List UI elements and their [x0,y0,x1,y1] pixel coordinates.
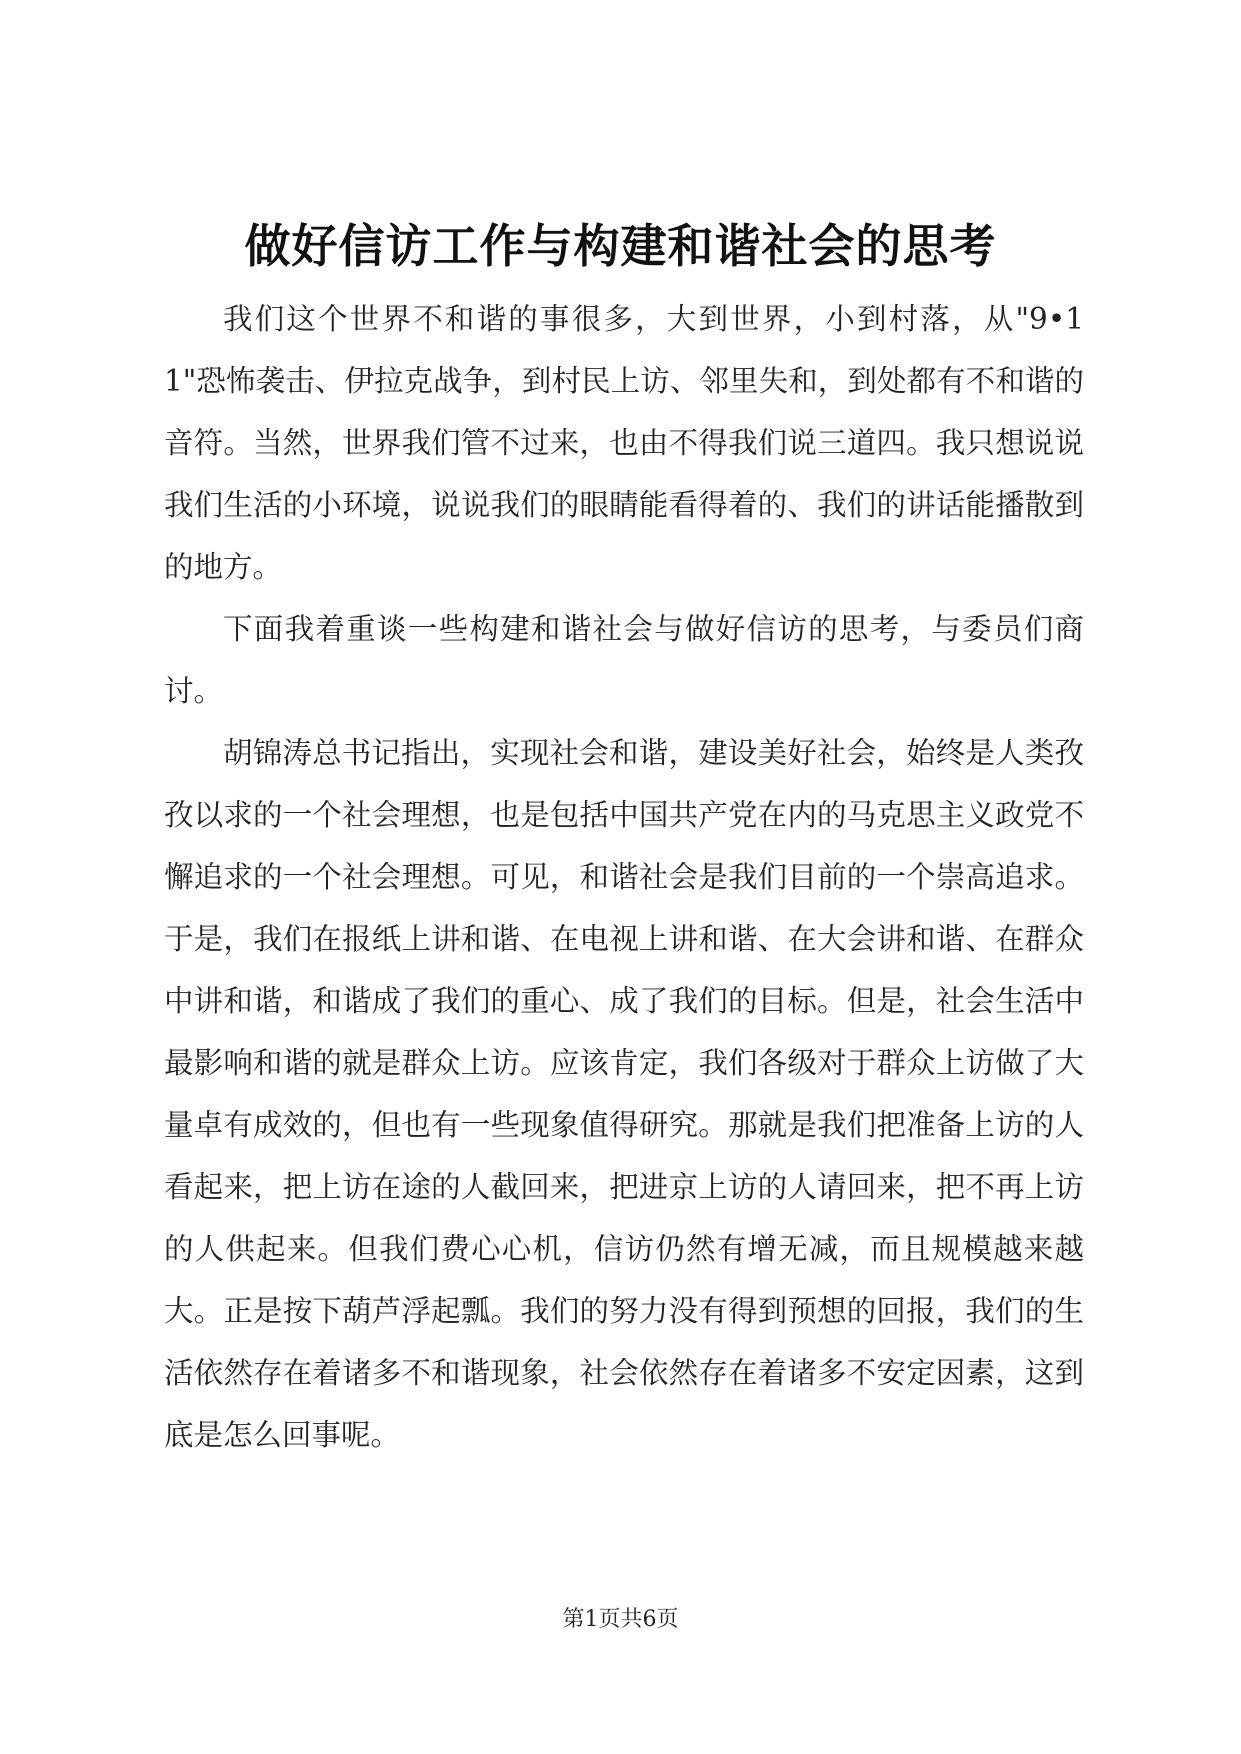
page-footer [0,1605,1241,1635]
document-body [164,288,1084,1466]
page-total: 共6页 [620,1607,679,1632]
document-title: 做好信访工作与构建和谐社会的思考 [244,219,997,273]
paragraph: 胡锦涛总书记指出，实现社会和谐，建设美好社会，始终是人类孜孜以求的一个社会理想，也是包括中国共产党在内的马克思主义政党不懈追求的一个社会理想。可见，和谐社会是我们目前的一个崇高追求。于是，我们在报纸上讲和谐、在电视上讲和谐、在大会讲和谐、在群众中讲和谐，和谐成了我们的重心、成了我们的目标。但是，社会生活中最影响和谐的就是群众上访。应该肯定，我们各级对于群众上访做了大量卓有成效的，但也有一些现象值得研究。那就是我们把准备上访的人看起来，把上访在途的人截回来，把进京上访的人请回来，把不再上访的人供起来。但我们费心心机，信访仍然有增无减，而且规模越来越大。正是按下葫芦浮起瓢。我们的努力没有得到预想的回报，我们的生活依然存在着诸多不和谐现象，社会依然存在着诸多不安定因素，这到底是怎么回事呢。 [164,736,1084,1452]
paragraph: 下面我着重谈一些构建和谐社会与做好信访的思考，与委员们商讨。 [164,612,1084,708]
paragraph: 我们这个世界不和谐的事很多，大到世界，小到村落，从"9•11"恐怖袭击、伊拉克战争，到村民上访、邻里失和，到处都有不和谐的音符。当然，世界我们管不过来，也由不得我们说三道四。我只想说说我们生活的小环境，说说我们的眼睛能看得着的、我们的讲话能播散到的地方。 [164,302,1084,584]
page-number: 第1页 [562,1607,621,1632]
